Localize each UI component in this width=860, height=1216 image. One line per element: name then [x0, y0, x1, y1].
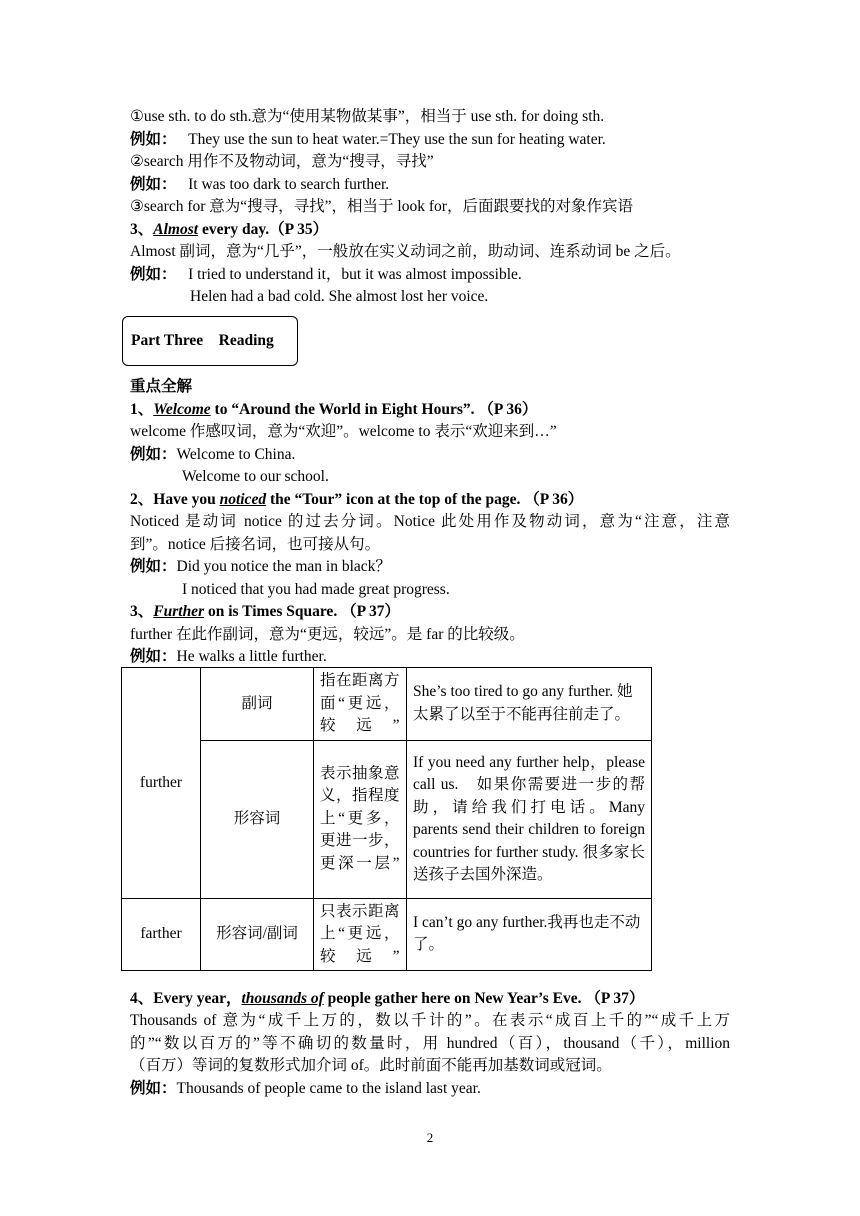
example-text: I noticed that you had made great progress. [182, 581, 450, 598]
text-line: welcome 作感叹词，意为“欢迎”。welcome to 表示“欢迎来到…” [130, 423, 557, 440]
example-label: 例如： [130, 648, 177, 665]
example-line [130, 556, 391, 578]
table-cell-word: further [122, 668, 201, 899]
table-row [122, 740, 652, 898]
text-line: 的”“数以百万的”等不确切的数量时，用 hundred（百），thousand（千），million [130, 1035, 730, 1052]
table-cell-pos: 形容词/副词 [201, 898, 314, 971]
example-label: 例如： [130, 176, 177, 193]
example-text: Did you notice the man in black？ [176, 558, 391, 575]
example-label: 例如： [130, 266, 177, 283]
example-line [130, 646, 327, 668]
table-cell-example: I can’t go any further.我再也走不动了。 [407, 898, 652, 971]
text-line: Thousands of 意为“成千上万的，数以千计的”。在表示“成百上千的”“成千上万 [130, 1012, 730, 1029]
keyword: Almost [153, 221, 199, 238]
example-line [130, 174, 389, 196]
table-cell-meaning: 表示抽象意义，指程度上“更多，更进一步，更深一层” [314, 740, 407, 898]
page-number: 2 [426, 1130, 434, 1145]
text-line: 到”。notice 后接名词，也可接从句。 [130, 536, 381, 553]
example-line [130, 1078, 481, 1100]
text-line: ②search 用作不及物动词，意为“搜寻，寻找” [130, 153, 434, 170]
table-cell-example: If you need any further help，please call us. 如果你需要进一步的帮助，请给我们打电话。Many parents send their children to foreign countries for further study. 很多家长送孩子去国外深造。 [407, 740, 652, 898]
text-line: further 在此作副词，意为“更远，较远”。是 far 的比较级。 [130, 626, 525, 643]
part-title-box [122, 316, 298, 366]
example-text: Helen had a bad cold. She almost lost her voice. [190, 288, 489, 305]
point-heading: 1、Welcome to “Around the World in Eight Hours”. （P 36） [130, 401, 538, 418]
table-cell-word: farther [122, 898, 201, 971]
text-line: ③search for 意为“搜寻，寻找”，相当于 look for，后面跟要找的对象作宾语 [130, 198, 633, 215]
table-cell-pos: 副词 [201, 668, 314, 741]
keyword: noticed [219, 491, 267, 508]
point-heading: 3、Further on is Times Square. （P 37） [130, 603, 401, 620]
keyword: thousands of [241, 990, 324, 1007]
example-text: It was too dark to search further. [188, 176, 390, 193]
example-line [130, 444, 295, 466]
example-text: Welcome to China. [176, 446, 296, 463]
point-heading: 2、Have you noticed the “Tour” icon at the top of the page. （P 36） [130, 491, 584, 508]
example-text: They use the sun to heat water.=They use the sun for heating water. [188, 131, 606, 148]
section-title: 重点全解 [130, 378, 193, 395]
table-row [122, 668, 652, 741]
point-heading: 4、Every year，thousands of people gather here on New Year’s Eve. （P 37） [130, 990, 645, 1007]
example-label: 例如： [130, 558, 177, 575]
example-label: 例如： [130, 1080, 177, 1097]
table-cell-example: She’s too tired to go any further. 她太累了以至于不能再往前走了。 [407, 668, 652, 741]
example-text: I tried to understand it，but it was almost impossible. [188, 266, 522, 283]
text-line: ①use sth. to do sth.意为“使用某物做某事”，相当于 use sth. for doing sth. [130, 108, 605, 125]
keyword: Further [153, 603, 205, 620]
keyword: Welcome [153, 401, 211, 418]
example-text: He walks a little further. [176, 648, 327, 665]
table-cell-meaning: 只表示距离上“更远，较远” [314, 898, 407, 971]
part-title: Part Three Reading [131, 332, 274, 349]
example-text: Thousands of people came to the island last year. [176, 1080, 481, 1097]
comparison-table [121, 667, 652, 971]
example-label: 例如： [130, 131, 177, 148]
example-line [130, 129, 606, 151]
text-line: Noticed 是动词 notice 的过去分词。Notice 此处用作及物动词，意为“注意，注意 [130, 513, 730, 530]
text-line: Almost 副词，意为“几乎”，一般放在实义动词之前，助动词、连系动词 be 之后。 [130, 243, 681, 260]
table-cell-meaning: 指在距离方面“更远，较远” [314, 668, 407, 741]
example-text: Welcome to our school. [182, 468, 329, 485]
text-line: （百万）等词的复数形式加介词 of。此时前面不能再加基数词或冠词。 [130, 1057, 612, 1074]
point-heading: 3、Almost every day.（P 35） [130, 221, 329, 238]
example-label: 例如： [130, 446, 177, 463]
table-cell-pos: 形容词 [201, 740, 314, 898]
example-line [130, 264, 522, 286]
table-row [122, 898, 652, 971]
